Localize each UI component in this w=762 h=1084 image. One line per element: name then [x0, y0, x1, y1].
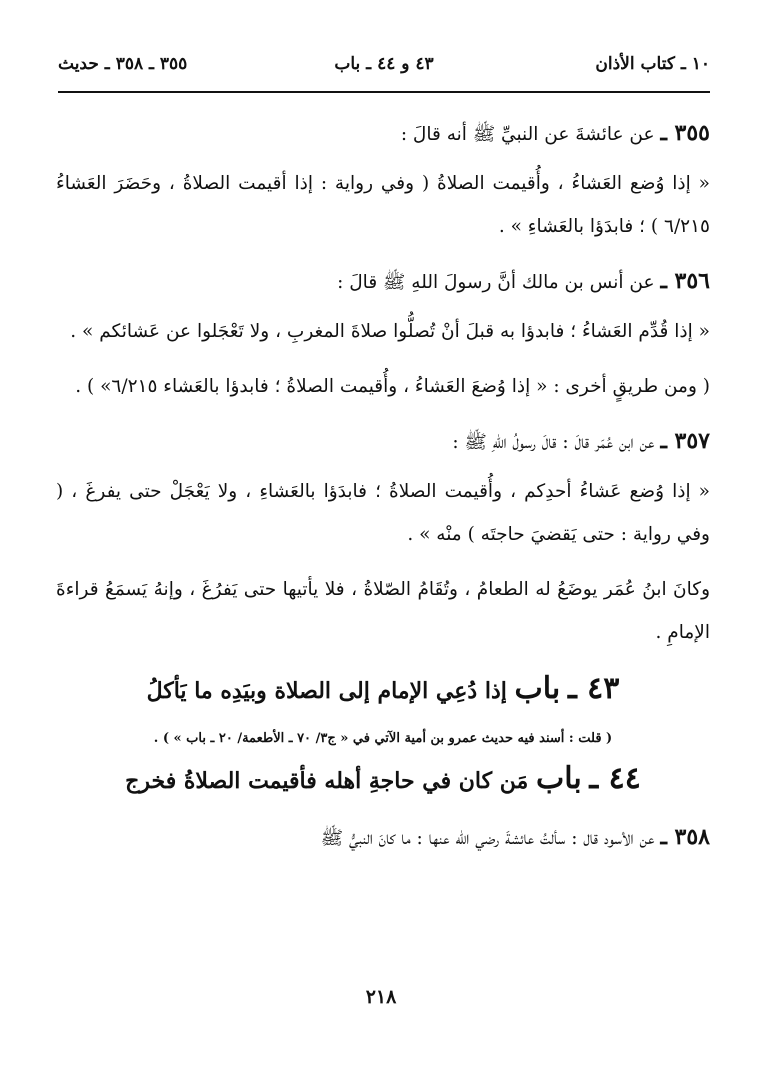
hadith-number: ٣٥٧ ـ: [660, 428, 710, 454]
hadith-357-narration: وكانَ ابنُ عُمَر يوضَعُ له الطعامُ ، وتُقَامُ الصّلاةُ ، فلا يأتيها حتى يَفرُغَ ، وإنهُ يَسمَعُ قراءةَ الإمامِ .: [56, 579, 710, 643]
bab-43-heading: [56, 666, 710, 714]
bab-number: ٤٣ ـ: [567, 671, 620, 706]
hadith-intro-text: عن ابن عُمَر قالَ : قالَ رسولُ اللهِ ﷺ :: [452, 432, 655, 453]
hadith-number: ٣٥٨ ـ: [660, 824, 710, 850]
bab-44-heading: [56, 756, 710, 804]
bab-word: باب: [535, 761, 582, 796]
header-chapter: ١٠ ـ كتاب الأذان: [595, 54, 710, 74]
hadith-number: ٣٥٦ ـ: [660, 268, 710, 294]
hadith-intro-text: عن عائشةَ عن النبيِّ ﷺ أنه قالَ :: [400, 124, 655, 145]
hadith-355-text: « إذا وُضع العَشاءُ ، وأُقيمت الصلاةُ ( وفي رواية : إذا أقيمت الصلاةُ ، وحَضَرَ العَشاءُ ٦/٢١٥ ) ؛ فابدَؤا بالعَشاءِ » .: [56, 173, 710, 237]
hadith-358-intro: [56, 816, 710, 860]
header-rule: [58, 91, 710, 93]
bab-43-note: ( قلت : أسند فيه حديث عمرو بن أمية الآتي في « ج٣/ ٧٠ ـ الأطعمة/ ٢٠ ـ باب » ) .: [153, 731, 613, 746]
hadith-intro-text: عن أنس بن مالك أنَّ رسولَ اللهِ ﷺ قالَ :: [337, 272, 655, 293]
bab-word: باب: [514, 671, 561, 706]
header-section: ٤٣ و ٤٤ ـ باب: [334, 54, 434, 74]
hadith-356-intro: [56, 260, 710, 304]
running-header: [58, 54, 710, 84]
page-body: [56, 112, 710, 866]
hadith-357-intro: [56, 420, 710, 464]
hadith-number: ٣٥٥ ـ: [660, 120, 710, 146]
hadith-357-text: « إذا وُضع عَشاءُ أحدِكم ، وأُقيمت الصلاةُ ؛ فابدَؤا بالعَشاءِ ، ولا يَعْجَلْ حتى يفرغَ ، ( وفي رواية : حتى يَقضيَ حاجتَه ) منْه » .: [56, 481, 710, 545]
bab-title: مَن كان في حاجةِ أهله فأقيمت الصلاةُ فخرج: [125, 768, 529, 794]
hadith-355-intro: [56, 112, 710, 156]
hadith-356-other-route: ( ومن طريقٍ أخرى : « إذا وُضعَ العَشاءُ ، وأُقيمت الصلاةُ ؛ فابدؤا بالعَشاء ٦/٢١٥» ) .: [75, 376, 710, 397]
header-hadith-range: ٣٥٥ ـ ٣٥٨ ـ حديث: [58, 54, 188, 74]
bab-number: ٤٤ ـ: [589, 761, 641, 796]
page-number: ٢١٨: [365, 986, 397, 1008]
hadith-356-text: « إذا قُدِّم العَشاءُ ؛ فابدؤا به قبلَ أنْ تُصلُّوا صلاةَ المغربِ ، ولا تَعْجَلوا عن عَشائكم » .: [70, 321, 710, 342]
bab-title: إذا دُعِي الإمام إلى الصلاة وبيَدِه ما يَأكلُ: [146, 678, 507, 704]
hadith-intro-text: عن الأسود قال : سألتُ عائشةَ رضي الله عنها : ما كانَ النبيُّ ﷺ: [320, 828, 655, 849]
